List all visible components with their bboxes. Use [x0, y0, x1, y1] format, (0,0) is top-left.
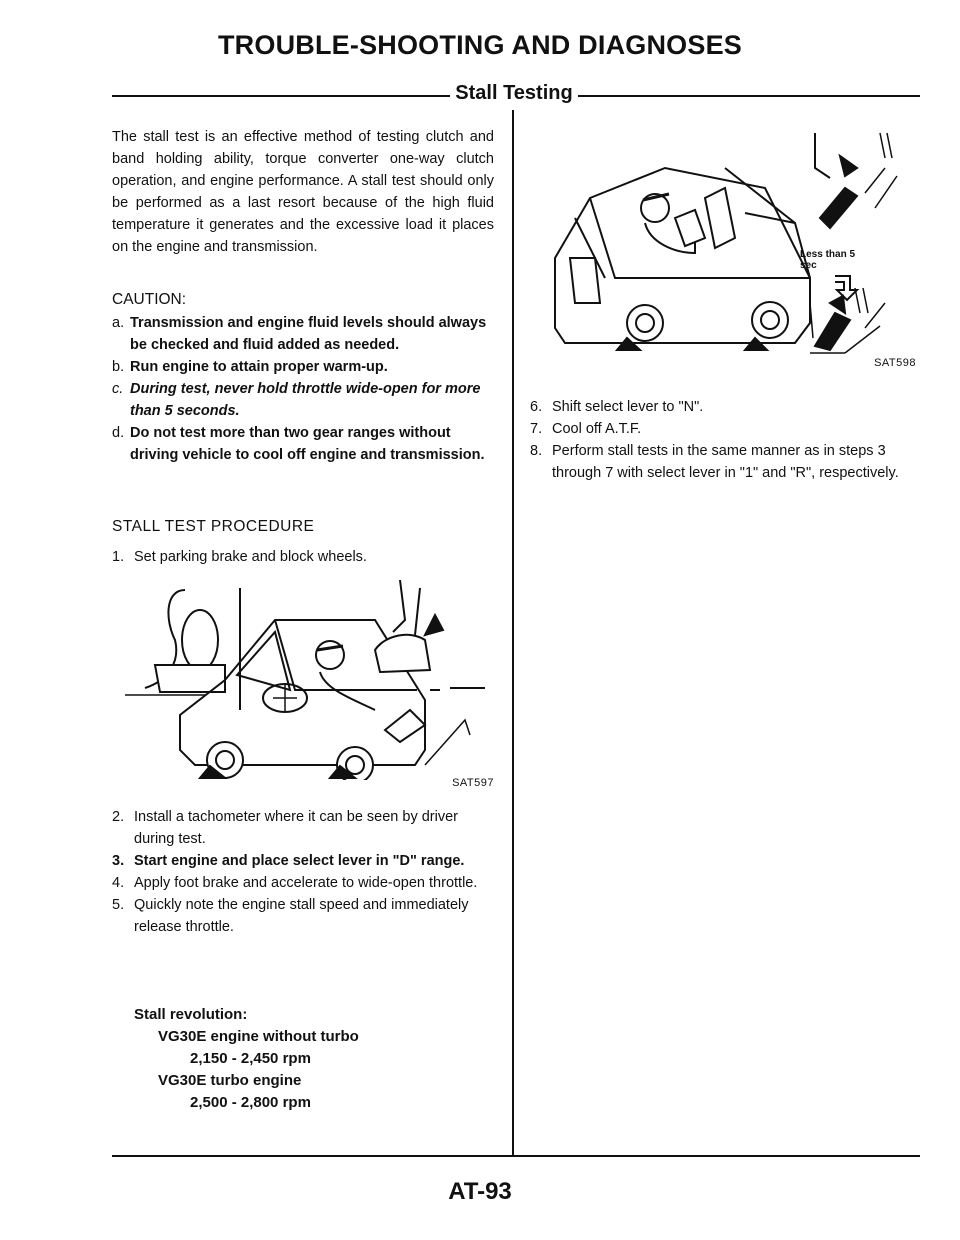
caution-list — [112, 312, 494, 466]
car-illustration — [125, 580, 495, 780]
figure-stall-setup — [125, 580, 495, 780]
timing-label: Less than 5 sec — [800, 249, 856, 271]
spec-label: Stall revolution: — [134, 1006, 248, 1023]
rule-right — [578, 95, 920, 97]
step-text: Shift select lever to "N". — [552, 399, 704, 415]
step-text: Apply foot brake and accelerate to wide-open throttle. — [134, 875, 478, 891]
step-text: Install a tachometer where it can be seen by driver during test. — [134, 809, 458, 847]
step-item — [112, 894, 494, 938]
spec-engine-1: VG30E engine without turbo — [158, 1028, 359, 1045]
figure1-code: SAT597 — [452, 777, 494, 789]
caution-marker: a. — [112, 315, 125, 331]
page-number: AT-93 — [448, 1178, 512, 1205]
step-list-bottom — [112, 806, 494, 938]
spec-rpm-1: 2,150 - 2,450 rpm — [190, 1050, 311, 1067]
page-title: TROUBLE-SHOOTING AND DIAGNOSES — [217, 30, 742, 60]
step-text: Cool off A.T.F. — [552, 421, 642, 437]
intro-paragraph: The stall test is an effective method of testing clutch and band holding ability, torque converter one-way clutch operation, and engine performance. A stall test should only be performed as a last resort because of the high fluid temperature it generates and the excessive load it places on the engine and transmission. — [112, 129, 494, 255]
step-item — [530, 418, 920, 440]
step-number: 2. — [112, 809, 125, 825]
step-text: Start engine and place select lever in "D" range. — [134, 853, 465, 869]
step-item — [112, 806, 494, 850]
caution-item — [112, 356, 494, 378]
step-item — [112, 850, 494, 872]
caution-heading: CAUTION: — [112, 291, 187, 308]
figure-stall-timing — [545, 128, 915, 358]
caution-text: During test, never hold throttle wide-open for more than 5 seconds. — [130, 381, 481, 419]
car-hood-illustration — [545, 128, 915, 358]
caution-marker: b. — [112, 359, 125, 375]
step-number: 3. — [112, 853, 125, 869]
step-number: 8. — [530, 443, 543, 459]
caution-marker: c. — [112, 381, 124, 397]
step-text: Quickly note the engine stall speed and immediately release throttle. — [134, 897, 469, 935]
step-list-right — [530, 396, 920, 484]
step-item — [112, 872, 494, 894]
section-title: Stall Testing — [455, 82, 573, 104]
spec-rpm-2: 2,500 - 2,800 rpm — [190, 1094, 311, 1111]
caution-marker: d. — [112, 425, 125, 441]
step-list-top — [112, 546, 494, 568]
column-divider — [512, 110, 514, 1155]
figure2-code: SAT598 — [874, 357, 916, 369]
step-number: 5. — [112, 897, 125, 913]
caution-item — [112, 422, 494, 466]
rule-left — [112, 95, 450, 97]
step-number: 4. — [112, 875, 125, 891]
caution-item — [112, 312, 494, 356]
step-number: 7. — [530, 421, 543, 437]
stall-spec — [134, 1004, 494, 1114]
step-item — [530, 440, 920, 484]
bottom-rule — [112, 1155, 920, 1157]
step-number: 1. — [112, 549, 125, 565]
spec-engine-2: VG30E turbo engine — [158, 1072, 302, 1089]
caution-item — [112, 378, 494, 422]
step-text: Perform stall tests in the same manner as in steps 3 through 7 with select lever in "1" and "R", respectively. — [552, 443, 899, 481]
caution-text: Transmission and engine fluid levels should always be checked and fluid added as needed. — [130, 315, 487, 353]
caution-text: Do not test more than two gear ranges without driving vehicle to cool off engine and transmission. — [130, 425, 485, 463]
step-text: Set parking brake and block wheels. — [134, 549, 367, 565]
section-header — [112, 80, 920, 110]
caution-text: Run engine to attain proper warm-up. — [130, 359, 388, 375]
step-item — [112, 546, 494, 568]
step-number: 6. — [530, 399, 543, 415]
procedure-heading: STALL TEST PROCEDURE — [112, 518, 315, 535]
step-item — [530, 396, 920, 418]
